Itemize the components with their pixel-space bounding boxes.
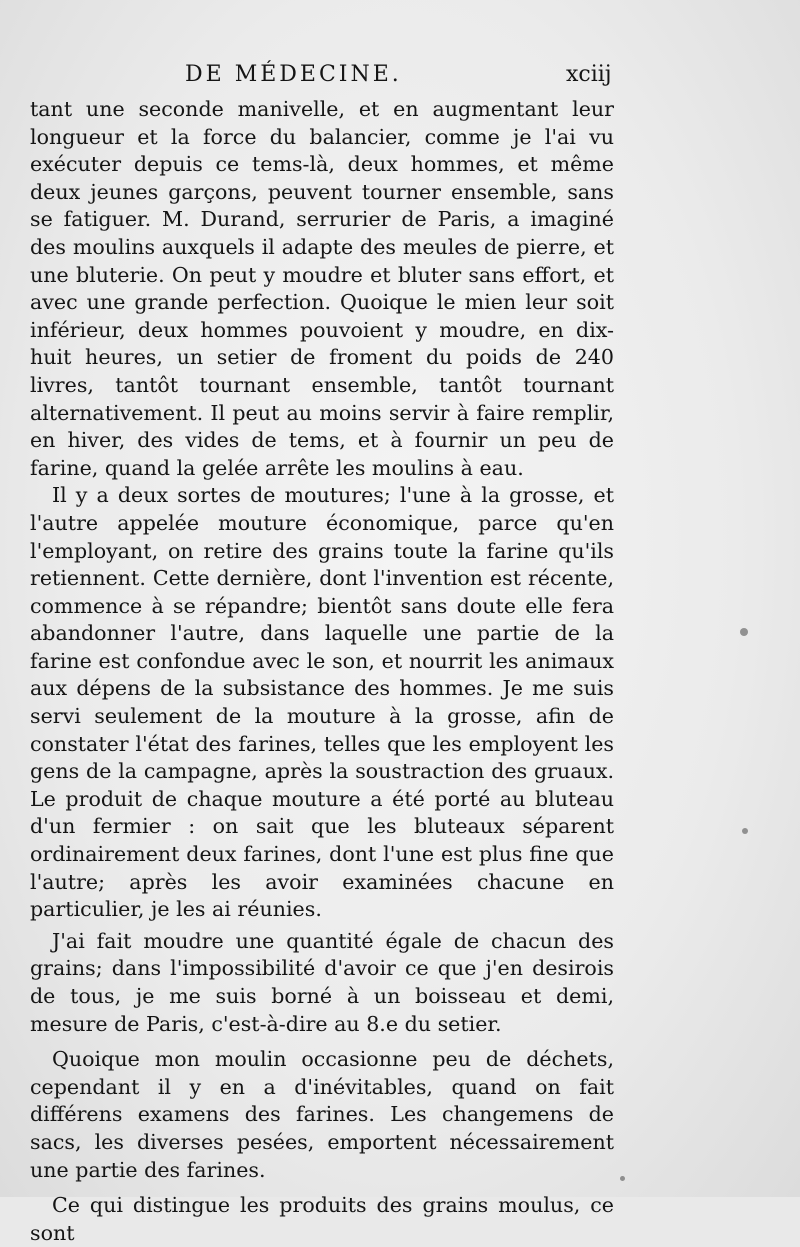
paragraph-2: Il y a deux sortes de moutures; l'une à la grosse, et l'autre appelée mouture économique, parce qu'en l'employant, on retire des grains toute la farine qu'ils retiennent. Cette dernière, dont l'invention est récente, commence à se répandre; bientôt sans doute elle fera abandonner l'autre, dans laquelle une partie de la farine est confondue avec le son, et nourrit les animaux aux dépens de la subsistance des hommes. Je me suis servi seulement de la mouture à la grosse, afin de constater l'état des farines, telles que les employent les gens de la campagne, après la soustraction des gruaux. Le produit de chaque mouture a été porté au bluteau d'un fermier : on sait que les bluteaux séparent ordinairement deux farines, dont l'une est plus fine que l'autre; après les avoir examinées chacune en particulier, je les ai réunies. xyxy=(30,483,614,922)
page-header xyxy=(180,62,630,98)
paragraph-1: tant une seconde manivelle, et en augmentant leur longueur et la force du balancier, comme je l'ai vu exécuter depuis ce tems-là, deux hommes, et même deux jeunes garçons, peuvent tourner ensemble, sans se fatiguer. M. Durand, serrurier de Paris, a imaginé des moulins auxquels il adapte des meules de pierre, et une bluterie. On peut y moudre et bluter sans effort, et avec une grande perfection. Quoique le mien leur soit inférieur, deux hommes pouvoient y moudre, en dix-huit heures, un setier de froment du poids de 240 livres, tantôt tournant ensemble, tantôt tournant alternativement. Il peut au moins servir à faire remplir, en hiver, des vides de tems, et à fournir un peu de farine, quand la gelée arrête les moulins à eau. xyxy=(30,97,614,480)
paragraph-4: Quoique mon moulin occasionne peu de déchets, cependant il y en a d'inévitables, quand on fait différens examens des farines. Les changemens de sacs, les diverses pesées, emportent nécessairement une partie des farines. xyxy=(30,1047,614,1182)
body-text xyxy=(30,96,614,1247)
paragraph-5: Ce qui distingue les produits des grains moulus, ce sont xyxy=(30,1193,614,1245)
paper-stain xyxy=(620,1176,625,1181)
paragraph-3: J'ai fait moudre une quantité égale de chacun des grains; dans l'impossibilité d'avoir ce que j'en desirois de tous, je me suis borné à un boisseau et demi, mesure de Paris, c'est-à-dire au 8.e du setier. xyxy=(30,928,614,1036)
paper-stain xyxy=(742,828,748,834)
paper-stain xyxy=(740,628,748,636)
running-head: DE MÉDECINE. xyxy=(185,62,402,87)
page-number: xciij xyxy=(566,62,612,87)
